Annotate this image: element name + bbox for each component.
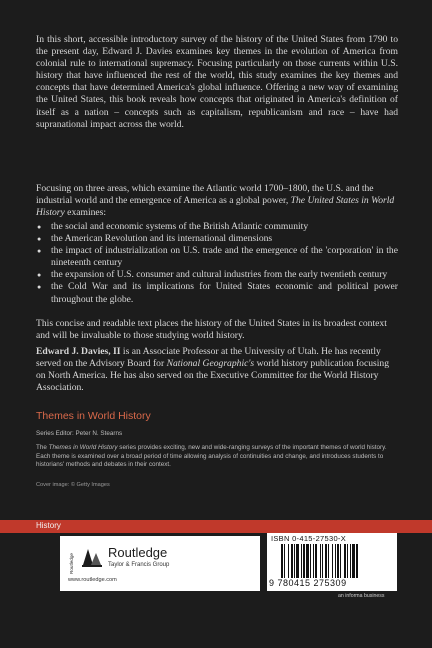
- subject-band: [0, 520, 432, 533]
- barcode-digits: 9 780415 275309: [269, 578, 347, 588]
- series-editor: Series Editor: Peter N. Stearns: [36, 430, 123, 437]
- summary-paragraph: This concise and readable text places the history of the United States in its broadest context and will be invaluable to those studying world history.: [36, 318, 387, 342]
- list-item: ● the expansion of U.S. consumer and cultural industries from the early twentieth century: [36, 269, 398, 281]
- author-text-2: world history publication focusing on North America. He has also served on the Executive Committee for the World History Association.: [36, 358, 389, 394]
- author-bio: [36, 346, 398, 394]
- publisher-logo: [60, 536, 260, 591]
- series-title: Themes in World History: [36, 410, 151, 422]
- series-desc-title: Themes in World History: [48, 444, 118, 451]
- isbn-text: ISBN 0-415-27530-X: [271, 534, 347, 543]
- list-item: ● the impact of industrialization on U.S. trade and the emergence of the 'corporation' in the nineteenth century: [36, 245, 398, 269]
- subject-label: History: [36, 521, 61, 530]
- author-name: Edward J. Davies, II: [36, 346, 121, 357]
- informa-tagline: an informa business: [338, 593, 385, 599]
- list-item: ● the social and economic systems of the British Atlantic community: [36, 221, 398, 233]
- series-desc-prefix: The: [36, 444, 49, 451]
- barcode-block: [267, 533, 397, 591]
- list-item: ● the Cold War and its implications for United States economic and political power throughout the globe.: [36, 281, 398, 305]
- barcode-icon: [281, 544, 385, 578]
- focus-text-2: examines:: [64, 207, 107, 219]
- theme-list: [36, 221, 398, 306]
- routledge-logo-icon: [80, 545, 104, 569]
- magazine-name: National Geographic's: [166, 358, 255, 370]
- book-title-inline: The United States in World History: [36, 195, 395, 219]
- publisher-name: Routledge: [108, 545, 168, 560]
- publisher-subtitle: Taylor & Francis Group: [108, 562, 170, 568]
- publisher-url: www.routledge.com: [68, 577, 117, 583]
- series-desc-rest: series provides exciting, new and wide-ranging surveys of the important themes of world history. Each theme is examined over a broad period of time allowing analysis of continuities and change, and introduces students to historians' methods and debates in their context.: [36, 444, 387, 469]
- focus-text-1: Focusing on three areas, which examine the Atlantic world 1700–1800, the U.S. and the industrial world and the emergence of America as a global power,: [36, 183, 374, 207]
- focus-paragraph: [36, 183, 398, 219]
- list-item: ● the American Revolution and its international dimensions: [36, 233, 398, 245]
- author-text-1: is an Associate Professor at the University of Utah. He has recently served on the Advisory Board for: [36, 346, 381, 370]
- publisher-vertical-label: Routledge: [68, 553, 74, 574]
- series-description: [36, 444, 398, 470]
- blurb-paragraph: In this short, accessible introductory survey of the history of the United States from 1790 to the present day, Edward J. Davies examines key themes in the evolution of America from colonial rule to international supremacy. Focusing particularly on those currents within U.S. history that have influenced the rest of the world, this study examines the key themes and concepts that have determined America's global influence. Offering a new way of examining the United States, this book reveals how concepts that originated in America's definition of itself as a nation – concepts such as capitalism, republicanism and race – have had supranational impact across the world.: [36, 34, 398, 130]
- cover-credit: Cover image: © Getty Images: [36, 482, 110, 488]
